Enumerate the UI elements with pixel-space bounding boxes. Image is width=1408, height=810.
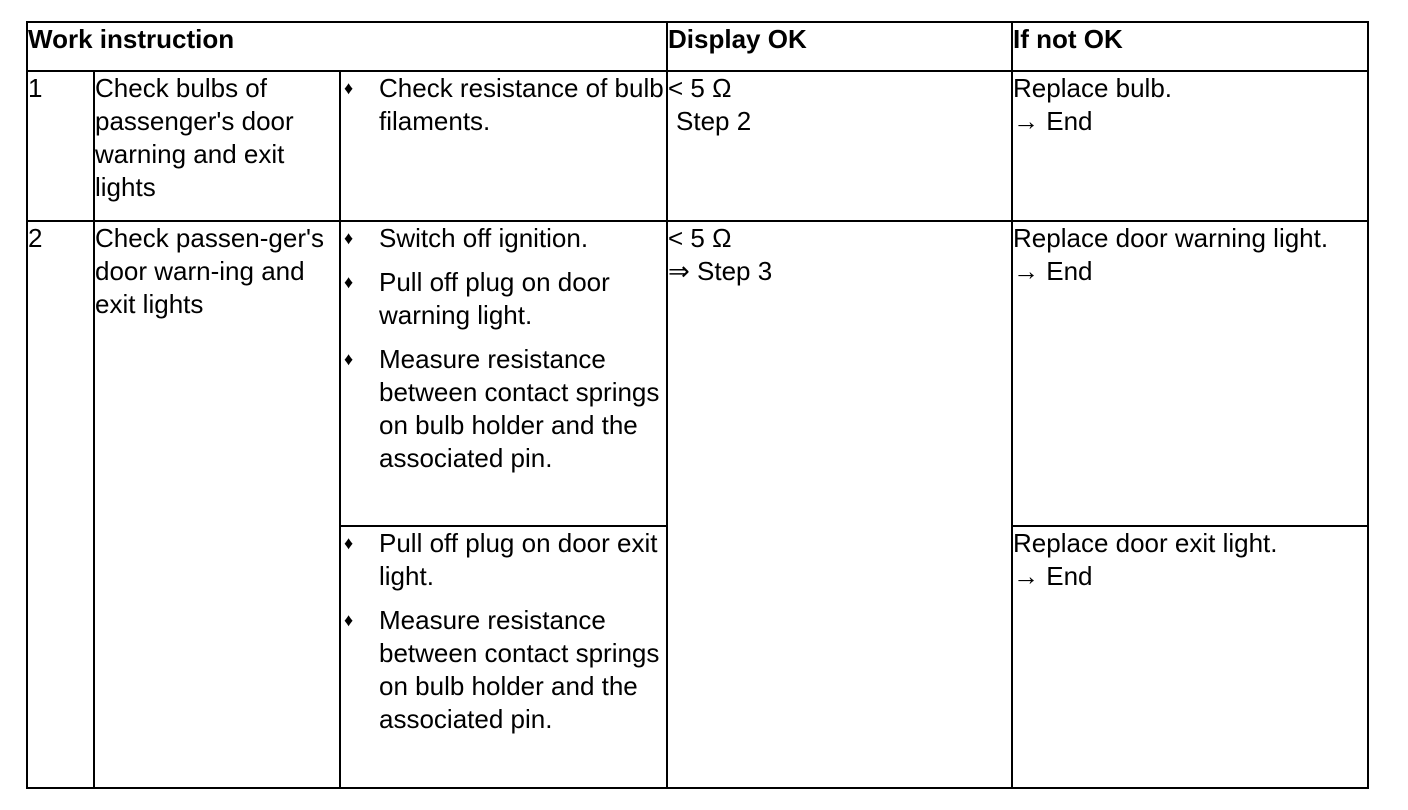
step-number: 2 [27,221,94,788]
remedy-end: → End [1013,106,1093,136]
remedy-end: → End [1013,561,1093,591]
step-if-not-ok [1012,221,1368,526]
remedy-end: → End [1013,256,1093,286]
step-instructions [340,71,667,221]
header-display-ok: Display OK [667,22,1012,71]
list-item: ♦ Switch off ignition. [344,223,589,253]
step-task: Check passen-ger's door warn-ing and exit lights [94,221,340,788]
step-display-ok [667,221,1012,788]
table-row [27,221,1368,526]
display-next-step: Step 2 [676,106,752,136]
display-next-step: ⇒ Step 3 [668,256,773,286]
diamond-bullet-icon: ♦ [344,610,354,630]
step-instructions [340,221,667,526]
list-item: ♦ Measure resistance between contact springs on bulb holder and the associated pin. [344,344,660,473]
diamond-bullet-icon: ♦ [344,533,354,553]
diamond-bullet-icon: ♦ [344,272,354,292]
diamond-bullet-icon: ♦ [344,349,354,369]
step-number: 1 [27,71,94,221]
step-display-ok [667,71,1012,221]
table-row [27,71,1368,221]
header-row [27,22,1368,71]
step-if-not-ok [1012,526,1368,788]
step-task: Check bulbs of passenger's door warning and exit lights [94,71,340,221]
remedy-action: Replace door exit light. [1013,528,1278,558]
list-item: ♦ Measure resistance between contact springs on bulb holder and the associated pin. [344,605,660,734]
list-item: ♦ Pull off plug on door exit light. [344,528,658,591]
display-value: < 5 Ω [668,73,732,103]
step-if-not-ok [1012,71,1368,221]
diamond-bullet-icon: ♦ [344,78,354,98]
remedy-action: Replace door warning light. [1013,223,1329,253]
remedy-action: Replace bulb. [1013,73,1173,103]
work-instruction-table [26,21,1369,789]
list-item: ♦ Check resistance of bulb filaments. [344,73,664,136]
display-value: < 5 Ω [668,223,732,253]
list-item: ♦ Pull off plug on door warning light. [344,267,610,330]
header-work-instruction: Work instruction [27,22,667,71]
header-if-not-ok: If not OK [1012,22,1368,71]
step-instructions [340,526,667,788]
diamond-bullet-icon: ♦ [344,228,354,248]
